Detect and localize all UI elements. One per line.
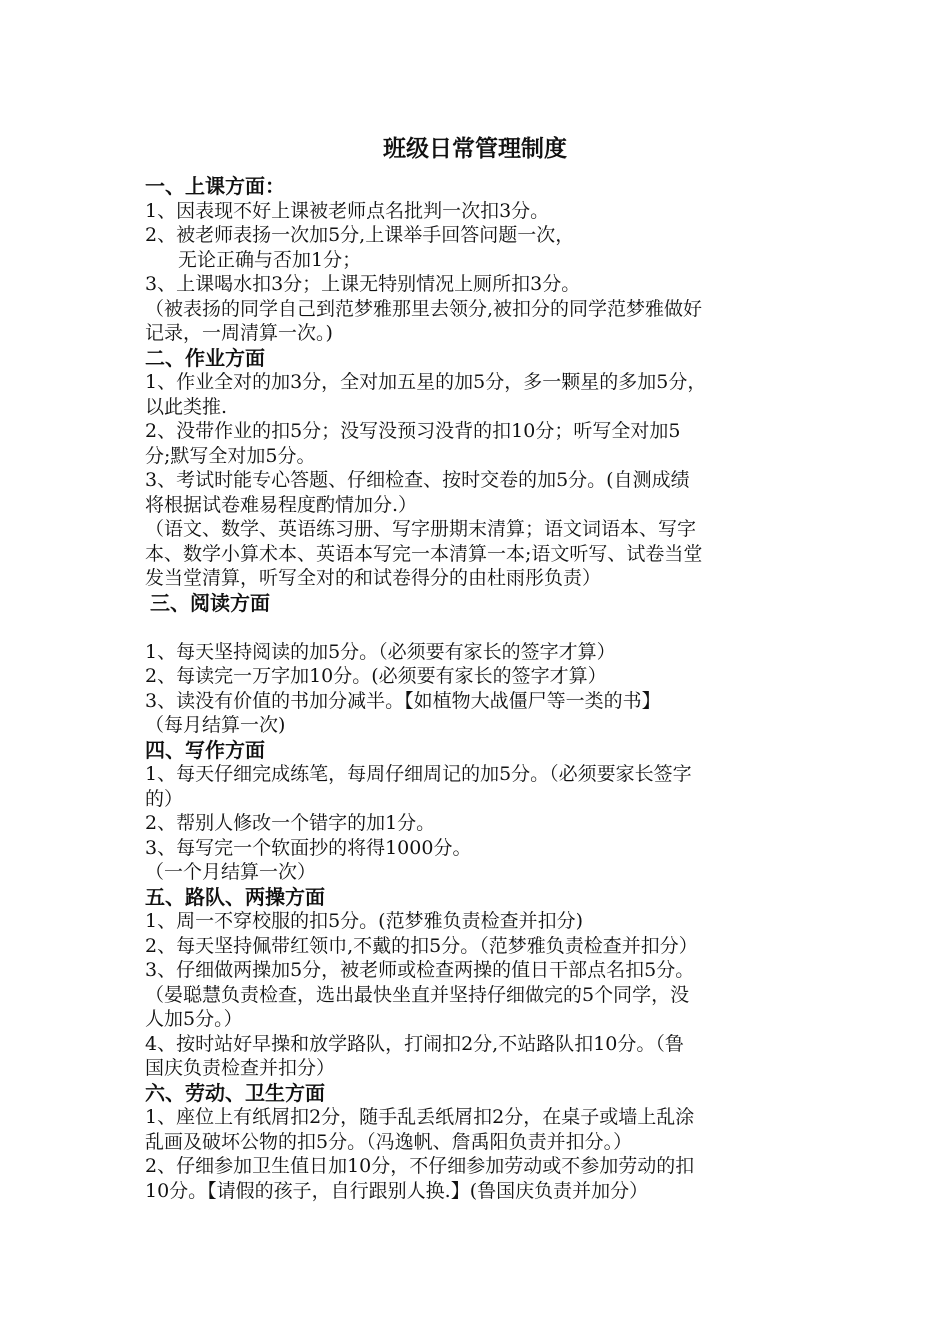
rule-note: （每月结算一次) [145,714,286,736]
section-heading: 二、作业方面 [145,345,265,370]
rule-line: 10分。【请假的孩子，自行跟别人换.】(鲁国庆负责并加分） [145,1179,649,1202]
section-labor-hygiene [145,1081,817,1204]
rule-line: 2、没带作业的扣5分；没写没预习没背的扣10分；听写全对加5 [145,420,681,442]
blank-line [145,615,817,640]
rule-note: （被表扬的同学自己到范梦雅那里去领分,被扣分的同学范梦雅做好 [145,297,703,320]
rule-line: 1、因表现不好上课被老师点名批判一次扣3分。 [145,199,550,222]
section-heading: 六、劳动、卫生方面 [145,1080,325,1105]
section-heading: 一、上课方面： [145,174,285,198]
rule-line: 3、上课喝水扣3分；上课无特别情况上厕所扣3分。 [145,273,581,295]
rule-line: 1、座位上有纸屑扣2分，随手乱丢纸屑扣2分，在桌子或墙上乱涂 [145,1106,695,1128]
document-title: 班级日常管理制度 [383,136,567,162]
section-heading: 五、路队、两操方面 [145,884,325,909]
rule-line: 2、仔细参加卫生值日加10分，不仔细参加劳动或不参加劳动的扣 [145,1155,695,1177]
section-reading [145,591,817,738]
rule-line: 1、周一不穿校服的扣5分。(范梦雅负责检查并扣分) [145,910,584,932]
rule-line: 以此类推. [145,395,228,418]
rule-note: 本、数学小算术本、英语本写完一本清算一本;语文听写、试卷当堂 [145,542,703,565]
rule-line: 1、每天坚持阅读的加5分。（必须要有家长的签字才算） [145,640,616,663]
rule-line: 2、每读完一万字加10分。(必须要有家长的签字才算） [145,665,607,687]
rule-line: 4、按时站好早操和放学路队，打闹扣2分,不站路队扣10分。（鲁 [145,1032,684,1055]
rule-line: 2、帮别人修改一个错字的加1分。 [145,812,436,834]
rule-note: （一个月结算一次） [145,861,317,883]
rule-line: 1、每天仔细完成练笔，每周仔细周记的加5分。（必须要家长签字 [145,763,692,785]
rule-note: 人加5分。） [145,1008,243,1030]
section-homework [145,346,817,591]
rule-line: 分;默写全对加5分。 [145,444,316,467]
rule-line: 乱画及破坏公物的扣5分。（冯逸帆、詹禹阳负责并扣分。） [145,1130,633,1153]
section-queue-exercise [145,885,817,1081]
rule-note: （晏聪慧负责检查，选出最快坐直并坚持仔细做完的5个同学，没 [145,983,690,1006]
section-classroom [145,174,817,346]
section-heading: 三、阅读方面 [150,590,270,615]
rule-line: 3、考试时能专心答题、仔细检查、按时交卷的加5分。(自测成绩 [145,469,690,491]
section-writing [145,738,817,885]
rule-line: 的） [145,787,184,810]
rule-line: 2、每天坚持佩带红领巾,不戴的扣5分。（范梦雅负责检查并扣分） [145,934,698,957]
rule-line: 3、仔细做两操加5分，被老师或检查两操的值日干部点名扣5分。 [145,959,695,981]
rule-line: 将根据试卷难易程度酌情加分.） [145,493,418,516]
section-heading: 四、写作方面 [145,737,265,762]
rule-line: 1、作业全对的加3分，全对加五星的加5分，多一颗星的多加5分， [145,371,707,393]
rule-line: 3、读没有价值的书加分减半。【如植物大战僵尸等一类的书】 [145,689,661,712]
rule-note: 发当堂清算，听写全对的和试卷得分的由杜雨彤负责） [145,567,602,589]
rule-line: 3、每写完一个软面抄的将得1000分。 [145,836,472,859]
rule-note: （语文、数学、英语练习册、写字册期末清算；语文词语本、写字 [145,518,697,540]
rule-line: 无论正确与否加1分； [178,248,362,271]
rule-note: 记录，一周清算一次。) [145,322,333,344]
document-body [145,174,817,1203]
rule-line: 2、被老师表扬一次加5分,上课举手回答问题一次， [145,224,575,246]
rule-line: 国庆负责检查并扣分） [145,1057,336,1079]
